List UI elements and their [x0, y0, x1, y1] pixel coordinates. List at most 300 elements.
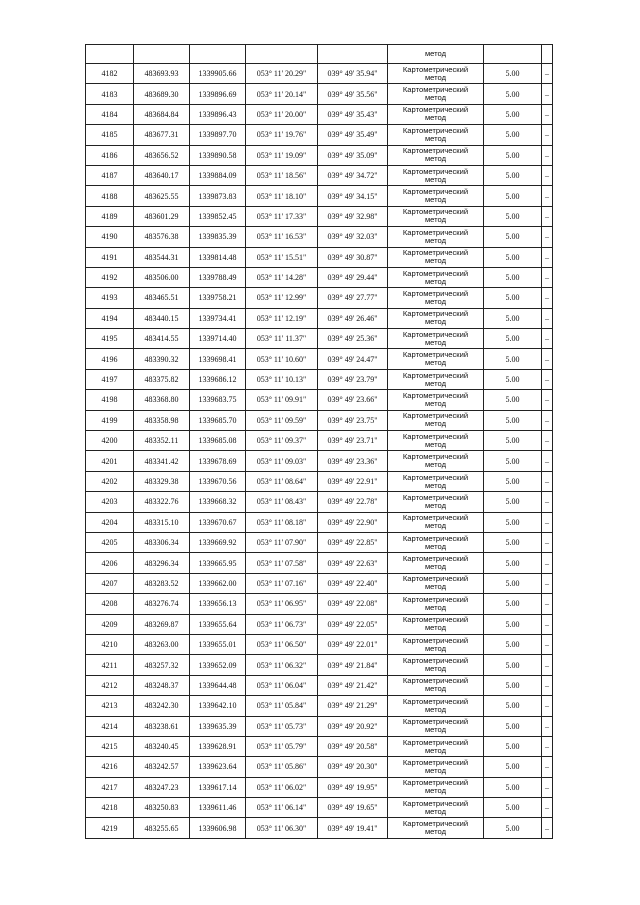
cell-num: 4193	[86, 288, 134, 308]
method-line-1: Картометрический	[402, 329, 469, 339]
method-line-2: метод	[424, 256, 447, 266]
cell-lat: 053° 11' 06.50"	[246, 634, 318, 654]
cell-accuracy: 5.00	[484, 308, 542, 328]
table-row	[86, 451, 553, 471]
table-row	[86, 186, 553, 206]
method-line-2: метод	[424, 806, 447, 816]
cell-x: 483329.38	[134, 471, 190, 491]
method-line-2: метод	[424, 398, 447, 408]
method-line-2: метод	[424, 439, 447, 449]
method-line-2: метод	[424, 296, 447, 306]
cell-lon: 039° 49' 22.40"	[318, 573, 388, 593]
method-line-2: метод	[424, 684, 447, 694]
cell-lat: 053° 11' 09.59"	[246, 410, 318, 430]
cell-num: 4210	[86, 634, 134, 654]
cell-method	[388, 349, 484, 369]
cell-lon: 039° 49' 35.56"	[318, 84, 388, 104]
cell-x: 483368.80	[134, 390, 190, 410]
cell-note: –	[542, 492, 553, 512]
cell-y: 1339678.69	[190, 451, 246, 471]
cell-num: 4188	[86, 186, 134, 206]
cell-lat: 053° 11' 08.43"	[246, 492, 318, 512]
cell-accuracy	[484, 45, 542, 64]
cell-method	[388, 696, 484, 716]
table-row	[86, 390, 553, 410]
cell-num: 4197	[86, 369, 134, 389]
cell-accuracy: 5.00	[484, 818, 542, 838]
method-line-2: метод	[424, 521, 447, 531]
cell-lat: 053° 11' 07.58"	[246, 553, 318, 573]
method-line-1: Картометрический	[402, 411, 469, 421]
table-row	[86, 308, 553, 328]
cell-method	[388, 818, 484, 838]
table-row	[86, 594, 553, 614]
cell-lat: 053° 11' 06.73"	[246, 614, 318, 634]
cell-accuracy: 5.00	[484, 186, 542, 206]
cell-accuracy: 5.00	[484, 104, 542, 124]
cell-method	[388, 64, 484, 84]
method-line-2: метод	[424, 358, 447, 368]
cell-num: 4207	[86, 573, 134, 593]
cell-x: 483689.30	[134, 84, 190, 104]
method-line-1: Картометрический	[402, 533, 469, 543]
method-line-1: Картометрический	[402, 309, 469, 319]
cell-x: 483684.84	[134, 104, 190, 124]
cell-note: –	[542, 532, 553, 552]
cell-lon: 039° 49' 23.36"	[318, 451, 388, 471]
cell-accuracy: 5.00	[484, 532, 542, 552]
method-line-1: Картометрический	[402, 676, 469, 686]
cell-x: 483625.55	[134, 186, 190, 206]
method-line-1: Картометрический	[402, 819, 469, 829]
cell-num: 4191	[86, 247, 134, 267]
method-line-1: Картометрический	[402, 574, 469, 584]
method-line-1: Картометрический	[402, 390, 469, 400]
cell-y: 1339662.00	[190, 573, 246, 593]
cell-x: 483414.55	[134, 329, 190, 349]
table-row	[86, 614, 553, 634]
cell-lon: 039° 49' 22.08"	[318, 594, 388, 614]
method-line-2: метод	[424, 235, 447, 245]
table-row	[86, 675, 553, 695]
cell-method	[388, 390, 484, 410]
cell-note: –	[542, 471, 553, 491]
cell-y: 1339890.58	[190, 145, 246, 165]
cell-method	[388, 431, 484, 451]
cell-note: –	[542, 798, 553, 818]
table-row	[86, 634, 553, 654]
cell-num: 4183	[86, 84, 134, 104]
method-line-2: метод	[424, 480, 447, 490]
cell-lon: 039° 49' 22.85"	[318, 532, 388, 552]
cell-note: –	[542, 390, 553, 410]
cell-method	[388, 410, 484, 430]
method-line-1: Картометрический	[402, 227, 469, 237]
cell-num: 4186	[86, 145, 134, 165]
table-row	[86, 532, 553, 552]
table-row	[86, 757, 553, 777]
cell-x: 483306.34	[134, 532, 190, 552]
cell-lon: 039° 49' 30.87"	[318, 247, 388, 267]
cell-method	[388, 716, 484, 736]
cell-accuracy: 5.00	[484, 410, 542, 430]
cell-num: 4187	[86, 165, 134, 185]
method-line-2: метод	[424, 582, 447, 592]
cell-x: 483283.52	[134, 573, 190, 593]
cell-num	[86, 45, 134, 64]
cell-accuracy: 5.00	[484, 227, 542, 247]
table-row	[86, 125, 553, 145]
method-line-1: Картометрический	[402, 146, 469, 156]
method-line-2: метод	[424, 827, 447, 837]
cell-num: 4216	[86, 757, 134, 777]
cell-note: –	[542, 757, 553, 777]
cell-x: 483358.98	[134, 410, 190, 430]
cell-method	[388, 145, 484, 165]
cell-lon	[318, 45, 388, 64]
method-line-2: метод	[424, 419, 447, 429]
cell-lon: 039° 49' 21.42"	[318, 675, 388, 695]
cell-accuracy: 5.00	[484, 696, 542, 716]
cell-num: 4213	[86, 696, 134, 716]
cell-note: –	[542, 655, 553, 675]
cell-y: 1339611.46	[190, 798, 246, 818]
method-line-1: Картометрический	[402, 778, 469, 788]
cell-y: 1339835.39	[190, 227, 246, 247]
cell-lat: 053° 11' 11.37"	[246, 329, 318, 349]
table-row	[86, 492, 553, 512]
cell-num: 4219	[86, 818, 134, 838]
table-row	[86, 349, 553, 369]
cell-x: 483601.29	[134, 206, 190, 226]
cell-num: 4201	[86, 451, 134, 471]
cell-lat: 053° 11' 10.60"	[246, 349, 318, 369]
table-row	[86, 777, 553, 797]
cell-accuracy: 5.00	[484, 451, 542, 471]
cell-num: 4205	[86, 532, 134, 552]
cell-accuracy: 5.00	[484, 247, 542, 267]
method-line-1: Картометрический	[402, 798, 469, 808]
cell-lon: 039° 49' 23.66"	[318, 390, 388, 410]
cell-lat: 053° 11' 06.32"	[246, 655, 318, 675]
cell-method	[388, 206, 484, 226]
method-line-2: метод	[424, 745, 447, 755]
cell-lat	[246, 45, 318, 64]
cell-y: 1339655.64	[190, 614, 246, 634]
cell-y: 1339698.41	[190, 349, 246, 369]
cell-y: 1339665.95	[190, 553, 246, 573]
cell-y: 1339606.98	[190, 818, 246, 838]
cell-x: 483248.37	[134, 675, 190, 695]
cell-x: 483341.42	[134, 451, 190, 471]
cell-num: 4185	[86, 125, 134, 145]
cell-note: –	[542, 594, 553, 614]
cell-y: 1339642.10	[190, 696, 246, 716]
table-row	[86, 369, 553, 389]
cell-accuracy: 5.00	[484, 471, 542, 491]
cell-x: 483465.51	[134, 288, 190, 308]
cell-accuracy: 5.00	[484, 390, 542, 410]
cell-y: 1339655.01	[190, 634, 246, 654]
method-line-2: метод	[424, 174, 447, 184]
cell-accuracy: 5.00	[484, 492, 542, 512]
cell-lat: 053° 11' 20.14"	[246, 84, 318, 104]
cell-lat: 053° 11' 17.33"	[246, 206, 318, 226]
cell-accuracy: 5.00	[484, 349, 542, 369]
cell-num: 4200	[86, 431, 134, 451]
cell-lat: 053° 11' 20.00"	[246, 104, 318, 124]
cell-lat: 053° 11' 10.13"	[246, 369, 318, 389]
method-line-2: метод	[424, 337, 447, 347]
cell-y: 1339623.64	[190, 757, 246, 777]
table-row	[86, 716, 553, 736]
cell-note: –	[542, 349, 553, 369]
cell-x: 483250.83	[134, 798, 190, 818]
cell-num: 4218	[86, 798, 134, 818]
cell-x: 483276.74	[134, 594, 190, 614]
cell-method	[388, 655, 484, 675]
cell-y: 1339656.13	[190, 594, 246, 614]
cell-lat: 053° 11' 05.73"	[246, 716, 318, 736]
table-row	[86, 145, 553, 165]
cell-note: –	[542, 227, 553, 247]
cell-x: 483240.45	[134, 736, 190, 756]
cell-lon: 039° 49' 35.09"	[318, 145, 388, 165]
cell-accuracy: 5.00	[484, 288, 542, 308]
cell-x: 483242.57	[134, 757, 190, 777]
method-line-1: Картометрический	[402, 350, 469, 360]
cell-accuracy: 5.00	[484, 267, 542, 287]
cell-accuracy: 5.00	[484, 165, 542, 185]
cell-lat: 053° 11' 05.86"	[246, 757, 318, 777]
table-body	[86, 45, 553, 839]
cell-y: 1339905.66	[190, 64, 246, 84]
cell-lon: 039° 49' 29.44"	[318, 267, 388, 287]
table-row	[86, 798, 553, 818]
method-line-1: Картометрический	[402, 187, 469, 197]
cell-note: –	[542, 716, 553, 736]
cell-y: 1339670.67	[190, 512, 246, 532]
cell-lon: 039° 49' 20.30"	[318, 757, 388, 777]
cell-note: –	[542, 410, 553, 430]
cell-accuracy: 5.00	[484, 573, 542, 593]
cell-method	[388, 247, 484, 267]
cell-method	[388, 594, 484, 614]
cell-note: –	[542, 64, 553, 84]
cell-y: 1339683.75	[190, 390, 246, 410]
cell-lon: 039° 49' 22.91"	[318, 471, 388, 491]
method-line-1: Картометрический	[402, 554, 469, 564]
cell-x: 483269.87	[134, 614, 190, 634]
cell-lat: 053° 11' 06.14"	[246, 798, 318, 818]
cell-y: 1339635.39	[190, 716, 246, 736]
cell-accuracy: 5.00	[484, 594, 542, 614]
method-line-2: метод	[424, 215, 447, 225]
method-line-2: метод	[424, 72, 447, 82]
cell-note: –	[542, 267, 553, 287]
cell-method	[388, 512, 484, 532]
cell-note: –	[542, 696, 553, 716]
cell-lon: 039° 49' 32.03"	[318, 227, 388, 247]
cell-y: 1339896.43	[190, 104, 246, 124]
table-row-continued	[86, 45, 553, 64]
cell-lat: 053° 11' 07.90"	[246, 532, 318, 552]
cell-method	[388, 451, 484, 471]
cell-note	[542, 45, 553, 64]
cell-lon: 039° 49' 35.94"	[318, 64, 388, 84]
cell-method	[388, 573, 484, 593]
cell-lat: 053° 11' 08.18"	[246, 512, 318, 532]
cell-note: –	[542, 288, 553, 308]
cell-note: –	[542, 125, 553, 145]
cell-method	[388, 675, 484, 695]
cell-x: 483238.61	[134, 716, 190, 736]
cell-num: 4182	[86, 64, 134, 84]
cell-lon: 039° 49' 19.65"	[318, 798, 388, 818]
cell-lat: 053° 11' 20.29"	[246, 64, 318, 84]
cell-method	[388, 186, 484, 206]
cell-note: –	[542, 104, 553, 124]
cell-method	[388, 614, 484, 634]
method-line-1: Картометрический	[402, 635, 469, 645]
cell-note: –	[542, 451, 553, 471]
table-row	[86, 736, 553, 756]
cell-accuracy: 5.00	[484, 369, 542, 389]
cell-y: 1339897.70	[190, 125, 246, 145]
cell-note: –	[542, 84, 553, 104]
cell-accuracy: 5.00	[484, 736, 542, 756]
cell-method	[388, 369, 484, 389]
cell-y: 1339814.48	[190, 247, 246, 267]
cell-accuracy: 5.00	[484, 716, 542, 736]
cell-lat: 053° 11' 12.19"	[246, 308, 318, 328]
cell-y: 1339628.91	[190, 736, 246, 756]
method-line-1: Картометрический	[402, 125, 469, 135]
cell-lon: 039° 49' 21.29"	[318, 696, 388, 716]
cell-lon: 039° 49' 22.78"	[318, 492, 388, 512]
cell-x: 483693.93	[134, 64, 190, 84]
cell-lat: 053° 11' 06.02"	[246, 777, 318, 797]
cell-x: 483352.11	[134, 431, 190, 451]
cell-y: 1339668.32	[190, 492, 246, 512]
method-line-1: Картометрический	[402, 737, 469, 747]
cell-note: –	[542, 145, 553, 165]
method-line-2: метод	[424, 195, 447, 205]
cell-method	[388, 227, 484, 247]
cell-num: 4189	[86, 206, 134, 226]
cell-lon: 039° 49' 27.77"	[318, 288, 388, 308]
cell-x: 483375.82	[134, 369, 190, 389]
cell-method	[388, 165, 484, 185]
cell-accuracy: 5.00	[484, 329, 542, 349]
cell-method: метод	[388, 45, 484, 64]
cell-y: 1339884.09	[190, 165, 246, 185]
cell-num: 4203	[86, 492, 134, 512]
cell-lon: 039° 49' 34.72"	[318, 165, 388, 185]
cell-note: –	[542, 186, 553, 206]
method-line-2: метод	[424, 378, 447, 388]
cell-x: 483257.32	[134, 655, 190, 675]
cell-x: 483440.15	[134, 308, 190, 328]
cell-x: 483263.00	[134, 634, 190, 654]
cell-lon: 039° 49' 21.84"	[318, 655, 388, 675]
method-line-1: Картометрический	[402, 288, 469, 298]
cell-lat: 053° 11' 14.28"	[246, 267, 318, 287]
method-line-2: метод	[424, 786, 447, 796]
cell-lat: 053° 11' 07.16"	[246, 573, 318, 593]
cell-lon: 039° 49' 24.47"	[318, 349, 388, 369]
cell-y: 1339714.40	[190, 329, 246, 349]
cell-num: 4198	[86, 390, 134, 410]
method-line-2: метод	[424, 500, 447, 510]
method-line-1: Картометрический	[402, 431, 469, 441]
cell-y	[190, 45, 246, 64]
cell-lon: 039° 49' 23.71"	[318, 431, 388, 451]
cell-note: –	[542, 675, 553, 695]
table-row	[86, 84, 553, 104]
cell-lon: 039° 49' 35.49"	[318, 125, 388, 145]
table-row	[86, 512, 553, 532]
table-row	[86, 227, 553, 247]
cell-num: 4195	[86, 329, 134, 349]
method-line-2: метод	[424, 643, 447, 653]
cell-lat: 053° 11' 06.04"	[246, 675, 318, 695]
cell-y: 1339734.41	[190, 308, 246, 328]
method-line-1: Картометрический	[402, 207, 469, 217]
method-line-2: метод	[424, 317, 447, 327]
table-row	[86, 165, 553, 185]
cell-method	[388, 288, 484, 308]
method-line-2: метод	[424, 276, 447, 286]
cell-method	[388, 471, 484, 491]
cell-lat: 053° 11' 19.76"	[246, 125, 318, 145]
method-line-1: Картометрический	[402, 105, 469, 115]
method-line-2: метод	[424, 704, 447, 714]
cell-note: –	[542, 431, 553, 451]
cell-accuracy: 5.00	[484, 655, 542, 675]
cell-num: 4202	[86, 471, 134, 491]
cell-x: 483296.34	[134, 553, 190, 573]
method-line-1: Картометрический	[402, 656, 469, 666]
cell-note: –	[542, 369, 553, 389]
table-row	[86, 104, 553, 124]
cell-lon: 039° 49' 19.95"	[318, 777, 388, 797]
cell-note: –	[542, 736, 553, 756]
method-line-1: Картометрический	[402, 492, 469, 502]
table-row	[86, 818, 553, 838]
cell-lat: 053° 11' 06.95"	[246, 594, 318, 614]
cell-num: 4215	[86, 736, 134, 756]
cell-x: 483544.31	[134, 247, 190, 267]
cell-note: –	[542, 634, 553, 654]
cell-method	[388, 308, 484, 328]
cell-lat: 053° 11' 18.56"	[246, 165, 318, 185]
cell-lat: 053° 11' 15.51"	[246, 247, 318, 267]
cell-method	[388, 798, 484, 818]
cell-note: –	[542, 308, 553, 328]
cell-accuracy: 5.00	[484, 206, 542, 226]
cell-x: 483677.31	[134, 125, 190, 145]
cell-num: 4211	[86, 655, 134, 675]
cell-y: 1339652.09	[190, 655, 246, 675]
cell-note: –	[542, 165, 553, 185]
cell-x: 483390.32	[134, 349, 190, 369]
cell-note: –	[542, 247, 553, 267]
cell-y: 1339685.08	[190, 431, 246, 451]
table-row	[86, 410, 553, 430]
cell-y: 1339670.56	[190, 471, 246, 491]
cell-num: 4217	[86, 777, 134, 797]
